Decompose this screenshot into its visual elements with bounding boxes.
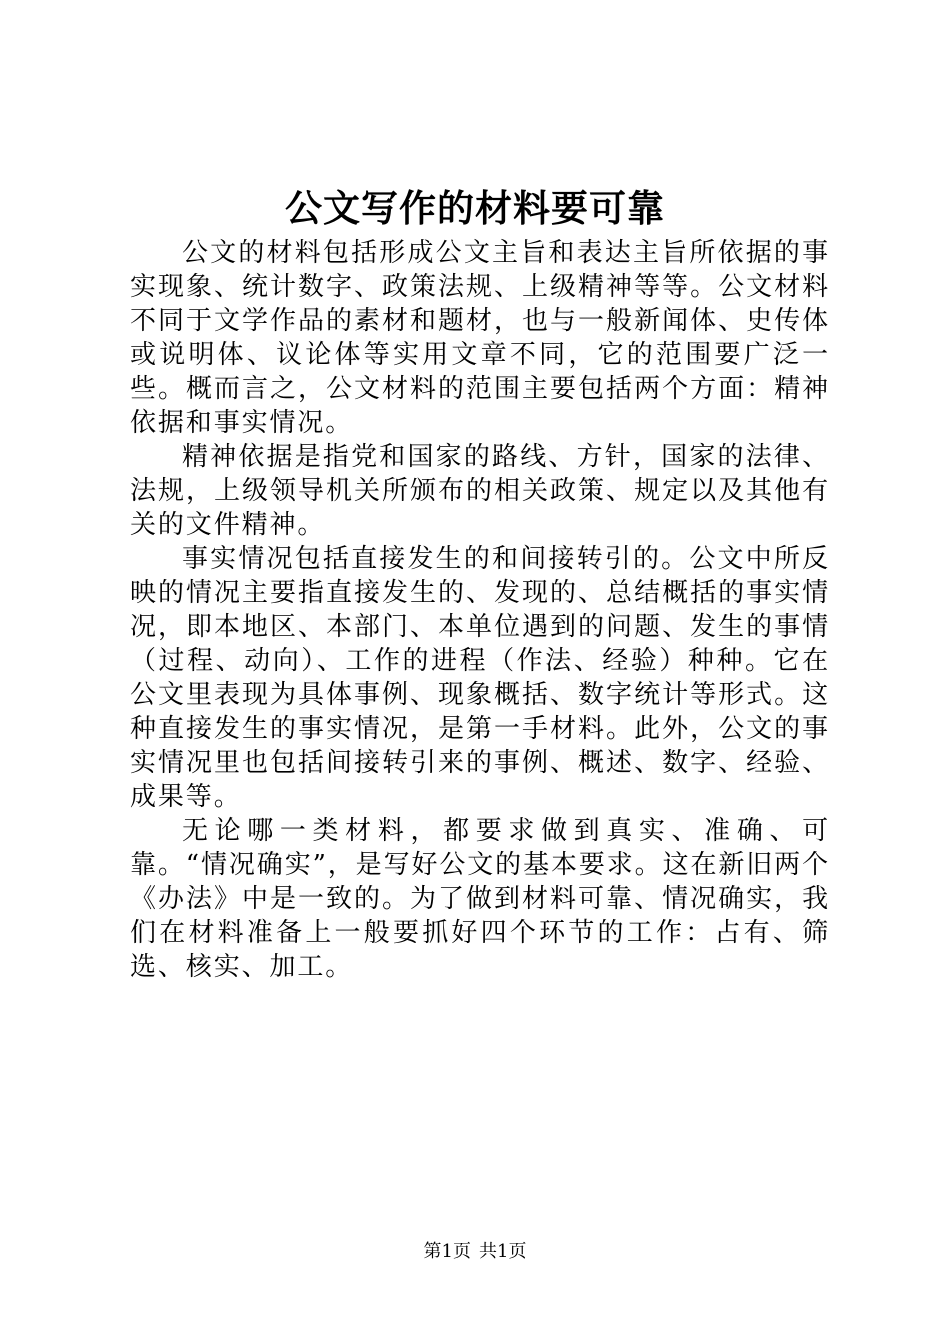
page-footer	[0, 1240, 950, 1264]
paragraph-1: 公文的材料包括形成公文主旨和表达主旨所依据的事实现象、统计数字、政策法规、上级精神等等。公文材料不同于文学作品的素材和题材，也与一般新闻体、史传体或说明体、议论体等实用文章不同，它的范围要广泛一些。概而言之，公文材料的范围主要包括两个方面：精神依据和事实情况。	[130, 238, 830, 438]
page-total: 共1页	[479, 1241, 527, 1262]
document-body	[130, 236, 830, 984]
paragraph-3: 事实情况包括直接发生的和间接转引的。公文中所反映的情况主要指直接发生的、发现的、总结概括的事实情况，即本地区、本部门、本单位遇到的问题、发生的事情（过程、动向）、工作的进程（作法、经验）种种。它在公文里表现为具体事例、现象概括、数字统计等形式。这种直接发生的事实情况，是第一手材料。此外，公文的事实情况里也包括间接转引来的事例、概述、数字、经验、成果等。	[130, 544, 830, 812]
paragraph-4: 无论哪一类材料，都要求做到真实、准确、可靠。“情况确实”，是写好公文的基本要求。这在新旧两个《办法》中是一致的。为了做到材料可靠、情况确实，我们在材料准备上一般要抓好四个环节的工作：占有、筛选、核实、加工。	[130, 816, 830, 982]
paragraph-2: 精神依据是指党和国家的路线、方针，国家的法律、法规，上级领导机关所颁布的相关政策、规定以及其他有关的文件精神。	[130, 442, 830, 540]
page-number: 第1页	[423, 1241, 471, 1262]
document-title: 公文写作的材料要可靠	[285, 186, 665, 230]
